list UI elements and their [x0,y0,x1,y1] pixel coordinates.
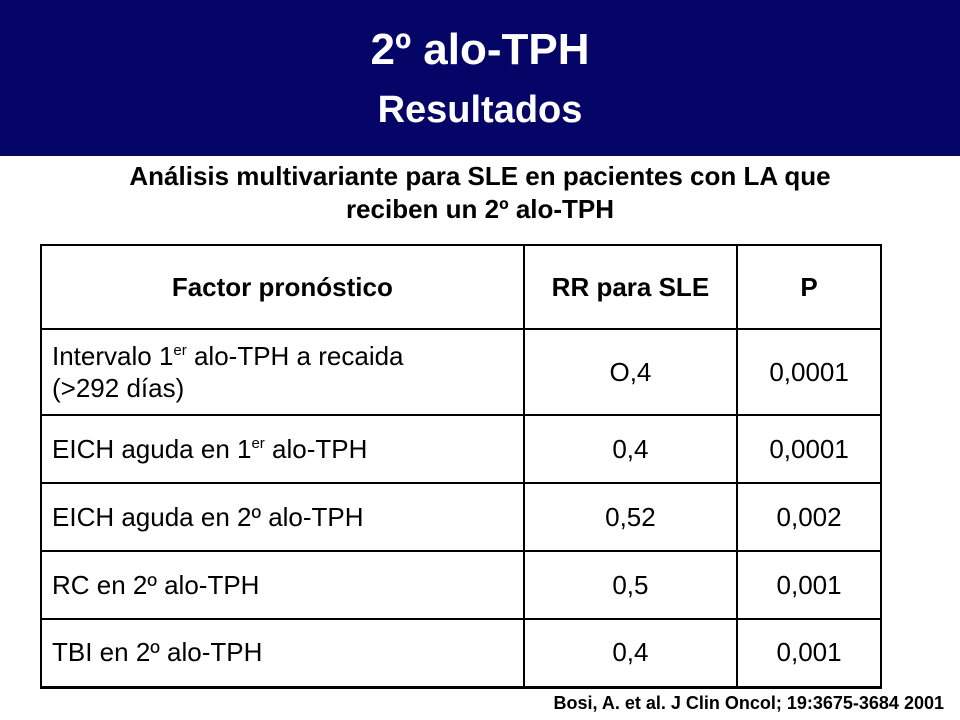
caption-line-2: reciben un 2º alo-TPH [345,194,615,224]
slide-subtitle: Resultados [377,89,583,131]
factor-text: EICH aguda en 1 [52,433,252,464]
factor-text: Intervalo 1 [52,341,174,371]
table-row [41,415,881,483]
table-caption [20,160,940,226]
p-cell: 0,0001 [737,329,881,415]
table-row [41,483,881,551]
header-p: P [737,245,881,329]
header-factor: Factor pronóstico [41,245,524,329]
header-banner [0,0,960,156]
table-row [41,619,881,687]
slide-title: 2º alo-TPH [370,25,590,74]
superscript: er [251,434,265,452]
factor-text: alo-TPH a recaida [186,341,404,371]
results-table [40,244,882,689]
p-cell: 0,0001 [737,415,881,483]
factor-cell [41,329,524,415]
header-rr: RR para SLE [524,245,737,329]
factor-text: (>292 días) [52,373,185,403]
rr-cell: O,4 [524,329,737,415]
p-cell: 0,001 [737,619,881,687]
p-cell: 0,001 [737,551,881,619]
factor-cell [41,415,524,483]
p-cell: 0,002 [737,483,881,551]
caption-line-1: Análisis multivariante para SLE en pacientes con LA que [129,161,831,191]
table-header-row [41,245,881,329]
table-row [41,551,881,619]
table-row [41,329,881,415]
rr-cell: 0,4 [524,619,737,687]
factor-cell: EICH aguda en 2º alo-TPH [41,483,524,551]
rr-cell: 0,52 [524,483,737,551]
factor-cell: TBI en 2º alo-TPH [41,619,524,687]
superscript: er [173,342,187,359]
factor-text: alo-TPH [264,433,368,464]
factor-cell: RC en 2º alo-TPH [41,551,524,619]
rr-cell: 0,5 [524,551,737,619]
citation: Bosi, A. et al. J Clin Oncol; 19:3675-3684 2001 [553,693,944,713]
rr-cell: 0,4 [524,415,737,483]
